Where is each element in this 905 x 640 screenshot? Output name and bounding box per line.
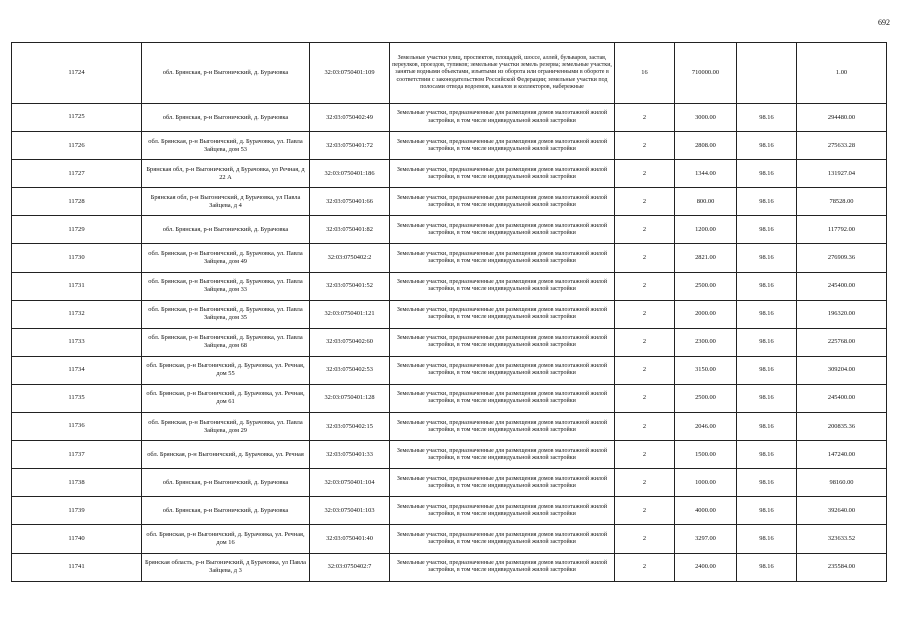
cadastral-number-cell: 32:03:0750402:2 [310,244,390,272]
cadastral-value-cell: 131927.04 [797,160,887,188]
group-cell: 2 [615,497,675,525]
rate-cell: 98.16 [737,356,797,384]
land-use-cell: Земельные участки, предназначенные для размещения домов малоэтажной жилой застройки, в том числе индивидуальной жилой застройки [390,216,615,244]
cadastral-number-cell: 32:03:0750401:121 [310,300,390,328]
address-cell: обл. Брянская, р-н Выгоничский, д. Бурачовка, ул. Речная, дом 55 [142,356,310,384]
group-cell: 2 [615,525,675,553]
address-cell: обл. Брянская, р-н Выгоничский, д. Бурачовка [142,469,310,497]
rate-cell: 98.16 [737,272,797,300]
table-row [12,132,887,160]
address-cell: обл. Брянская, р-н Выгоничский, д. Бурачовка [142,43,310,104]
cadastral-value-cell: 245400.00 [797,272,887,300]
cadastral-value-cell: 323633.52 [797,525,887,553]
land-use-cell: Земельные участки улиц, проспектов, площадей, шоссе, аллей, бульваров, застав, переулков, проездов, тупиков; земельные участки земель резерва; земельные участки, занятые водными объектами, изъятыми из оборота или ограниченными в обороте в соответствии с законодательством Российской Федерации; земельные участки под полосами отвода водоемов, каналов и коллекторов, набережные [390,43,615,104]
address-cell: Брянская обл, р-н Выгоничский, д Бурачовка, ул Павла Зайцева, д 4 [142,188,310,216]
address-cell: обл. Брянская, р-н Выгоничский, д. Бурачовка, ул. Речная, дом 61 [142,384,310,412]
row-number-cell: 11724 [12,43,142,104]
group-cell: 2 [615,272,675,300]
table-row [12,356,887,384]
cadastral-number-cell: 32:03:0750401:109 [310,43,390,104]
row-number-cell: 11732 [12,300,142,328]
cadastral-number-cell: 32:03:0750402:60 [310,328,390,356]
table-row [12,469,887,497]
land-use-cell: Земельные участки, предназначенные для размещения домов малоэтажной жилой застройки, в том числе индивидуальной жилой застройки [390,188,615,216]
cadastral-number-cell: 32:03:0750401:128 [310,384,390,412]
address-cell: обл. Брянская, р-н Выгоничский, д. Бурачовка, ул. Павла Зайцева, дом 29 [142,413,310,441]
address-cell: обл. Брянская, р-н Выгоничский, д. Бурачовка [142,216,310,244]
rate-cell: 98.16 [737,441,797,469]
group-cell: 2 [615,244,675,272]
page-number: 692 [878,18,890,27]
table-row [12,188,887,216]
address-cell: обл. Брянская, р-н Выгоничский, д. Бурачовка, ул. Речная, дом 16 [142,525,310,553]
area-cell: 2808.00 [675,132,737,160]
address-cell: обл. Брянская, р-н Выгоничский, д. Бурачовка, ул. Павла Зайцева, дом 49 [142,244,310,272]
land-use-cell: Земельные участки, предназначенные для размещения домов малоэтажной жилой застройки, в том числе индивидуальной жилой застройки [390,356,615,384]
table-row [12,413,887,441]
table-row [12,300,887,328]
cadastral-value-cell: 235584.00 [797,553,887,581]
area-cell: 1500.00 [675,441,737,469]
table-row [12,43,887,104]
group-cell: 2 [615,132,675,160]
area-cell: 3297.00 [675,525,737,553]
row-number-cell: 11733 [12,328,142,356]
address-cell: Брянская обл, р-н Выгоничский, д Бурачовка, ул Речная, д 22 А [142,160,310,188]
rate-cell: 98.16 [737,104,797,132]
area-cell: 2500.00 [675,384,737,412]
cadastral-value-cell: 117792.00 [797,216,887,244]
rate-cell: 98.16 [737,244,797,272]
land-use-cell: Земельные участки, предназначенные для размещения домов малоэтажной жилой застройки, в том числе индивидуальной жилой застройки [390,244,615,272]
row-number-cell: 11731 [12,272,142,300]
row-number-cell: 11735 [12,384,142,412]
cadastral-number-cell: 32:03:0750402:15 [310,413,390,441]
row-number-cell: 11726 [12,132,142,160]
land-use-cell: Земельные участки, предназначенные для размещения домов малоэтажной жилой застройки, в том числе индивидуальной жилой застройки [390,469,615,497]
land-use-cell: Земельные участки, предназначенные для размещения домов малоэтажной жилой застройки, в том числе индивидуальной жилой застройки [390,328,615,356]
group-cell: 2 [615,216,675,244]
group-cell: 2 [615,160,675,188]
cadastral-number-cell: 32:03:0750401:104 [310,469,390,497]
row-number-cell: 11737 [12,441,142,469]
row-number-cell: 11736 [12,413,142,441]
cadastral-value-cell: 275633.28 [797,132,887,160]
area-cell: 3150.00 [675,356,737,384]
land-use-cell: Земельные участки, предназначенные для размещения домов малоэтажной жилой застройки, в том числе индивидуальной жилой застройки [390,413,615,441]
address-cell: обл. Брянская, р-н Выгоничский, д. Бурачовка, ул. Павла Зайцева, дом 53 [142,132,310,160]
cadastral-value-cell: 276909.36 [797,244,887,272]
row-number-cell: 11730 [12,244,142,272]
row-number-cell: 11741 [12,553,142,581]
land-use-cell: Земельные участки, предназначенные для размещения домов малоэтажной жилой застройки, в том числе индивидуальной жилой застройки [390,160,615,188]
cadastral-value-cell: 392640.00 [797,497,887,525]
area-cell: 3000.00 [675,104,737,132]
land-plot-table [11,42,887,582]
group-cell: 2 [615,553,675,581]
cadastral-number-cell: 32:03:0750401:66 [310,188,390,216]
address-cell: обл. Брянская, р-н Выгоничский, д. Бурачовка, ул. Павла Зайцева, дом 35 [142,300,310,328]
table-row [12,384,887,412]
area-cell: 2500.00 [675,272,737,300]
address-cell: обл. Брянская, р-н Выгоничский, д. Бурачовка, ул. Павла Зайцева, дом 33 [142,272,310,300]
table-row [12,553,887,581]
group-cell: 2 [615,104,675,132]
table-body [12,43,887,582]
cadastral-number-cell: 32:03:0750401:186 [310,160,390,188]
table-row [12,244,887,272]
row-number-cell: 11738 [12,469,142,497]
rate-cell: 98.16 [737,413,797,441]
table-row [12,216,887,244]
area-cell: 1200.00 [675,216,737,244]
table-row [12,441,887,469]
rate-cell: 98.16 [737,384,797,412]
cadastral-number-cell: 32:03:0750401:103 [310,497,390,525]
area-cell: 800.00 [675,188,737,216]
group-cell: 16 [615,43,675,104]
area-cell: 1344.00 [675,160,737,188]
land-use-cell: Земельные участки, предназначенные для размещения домов малоэтажной жилой застройки, в том числе индивидуальной жилой застройки [390,553,615,581]
area-cell: 2821.00 [675,244,737,272]
rate-cell: 98.16 [737,553,797,581]
cadastral-value-cell: 147240.00 [797,441,887,469]
cadastral-number-cell: 32:03:0750402:53 [310,356,390,384]
rate-cell: 98.16 [737,469,797,497]
cadastral-value-cell: 309204.00 [797,356,887,384]
rate-cell: 98.16 [737,525,797,553]
table-row [12,497,887,525]
cadastral-number-cell: 32:03:0750401:33 [310,441,390,469]
group-cell: 2 [615,188,675,216]
group-cell: 2 [615,469,675,497]
rate-cell: 98.16 [737,160,797,188]
area-cell: 710000.00 [675,43,737,104]
row-number-cell: 11729 [12,216,142,244]
cadastral-number-cell: 32:03:0750401:40 [310,525,390,553]
address-cell: обл. Брянская, р-н Выгоничский, д. Бурачовка [142,497,310,525]
cadastral-value-cell: 78528.00 [797,188,887,216]
table-row [12,272,887,300]
rate-cell: 98.16 [737,216,797,244]
cadastral-value-cell: 98160.00 [797,469,887,497]
row-number-cell: 11727 [12,160,142,188]
land-use-cell: Земельные участки, предназначенные для размещения домов малоэтажной жилой застройки, в том числе индивидуальной жилой застройки [390,300,615,328]
group-cell: 2 [615,300,675,328]
cadastral-value-cell: 225768.00 [797,328,887,356]
land-use-cell: Земельные участки, предназначенные для размещения домов малоэтажной жилой застройки, в том числе индивидуальной жилой застройки [390,384,615,412]
rate-cell: 98.16 [737,497,797,525]
land-use-cell: Земельные участки, предназначенные для размещения домов малоэтажной жилой застройки, в том числе индивидуальной жилой застройки [390,497,615,525]
address-cell: Брянская область, р-н Выгоничский, д Бурачовка, ул Павла Зайцева, д 3 [142,553,310,581]
address-cell: обл. Брянская, р-н Выгоничский, д. Бурачовка, ул. Речная [142,441,310,469]
cadastral-value-cell: 1.00 [797,43,887,104]
land-use-cell: Земельные участки, предназначенные для размещения домов малоэтажной жилой застройки, в том числе индивидуальной жилой застройки [390,104,615,132]
table-row [12,160,887,188]
table-row [12,104,887,132]
cadastral-number-cell: 32:03:0750402:7 [310,553,390,581]
address-cell: обл. Брянская, р-н Выгоничский, д. Бурачовка [142,104,310,132]
rate-cell: 98.16 [737,300,797,328]
area-cell: 4000.00 [675,497,737,525]
area-cell: 2000.00 [675,300,737,328]
group-cell: 2 [615,441,675,469]
rate-cell: 98.16 [737,328,797,356]
cadastral-number-cell: 32:03:0750401:72 [310,132,390,160]
group-cell: 2 [615,384,675,412]
land-use-cell: Земельные участки, предназначенные для размещения домов малоэтажной жилой застройки, в том числе индивидуальной жилой застройки [390,441,615,469]
cadastral-number-cell: 32:03:0750402:49 [310,104,390,132]
area-cell: 2046.00 [675,413,737,441]
rate-cell [737,43,797,104]
group-cell: 2 [615,413,675,441]
group-cell: 2 [615,356,675,384]
table-row [12,328,887,356]
table-row [12,525,887,553]
land-use-cell: Земельные участки, предназначенные для размещения домов малоэтажной жилой застройки, в том числе индивидуальной жилой застройки [390,272,615,300]
cadastral-number-cell: 32:03:0750401:52 [310,272,390,300]
cadastral-value-cell: 200835.36 [797,413,887,441]
area-cell: 2400.00 [675,553,737,581]
address-cell: обл. Брянская, р-н Выгоничский, д. Бурачовка, ул. Павла Зайцева, дом 68 [142,328,310,356]
rate-cell: 98.16 [737,188,797,216]
row-number-cell: 11734 [12,356,142,384]
area-cell: 2300.00 [675,328,737,356]
row-number-cell: 11725 [12,104,142,132]
row-number-cell: 11739 [12,497,142,525]
land-use-cell: Земельные участки, предназначенные для размещения домов малоэтажной жилой застройки, в том числе индивидуальной жилой застройки [390,525,615,553]
group-cell: 2 [615,328,675,356]
cadastral-number-cell: 32:03:0750401:82 [310,216,390,244]
land-use-cell: Земельные участки, предназначенные для размещения домов малоэтажной жилой застройки, в том числе индивидуальной жилой застройки [390,132,615,160]
cadastral-value-cell: 294480.00 [797,104,887,132]
area-cell: 1000.00 [675,469,737,497]
row-number-cell: 11728 [12,188,142,216]
cadastral-value-cell: 196320.00 [797,300,887,328]
row-number-cell: 11740 [12,525,142,553]
cadastral-value-cell: 245400.00 [797,384,887,412]
rate-cell: 98.16 [737,132,797,160]
